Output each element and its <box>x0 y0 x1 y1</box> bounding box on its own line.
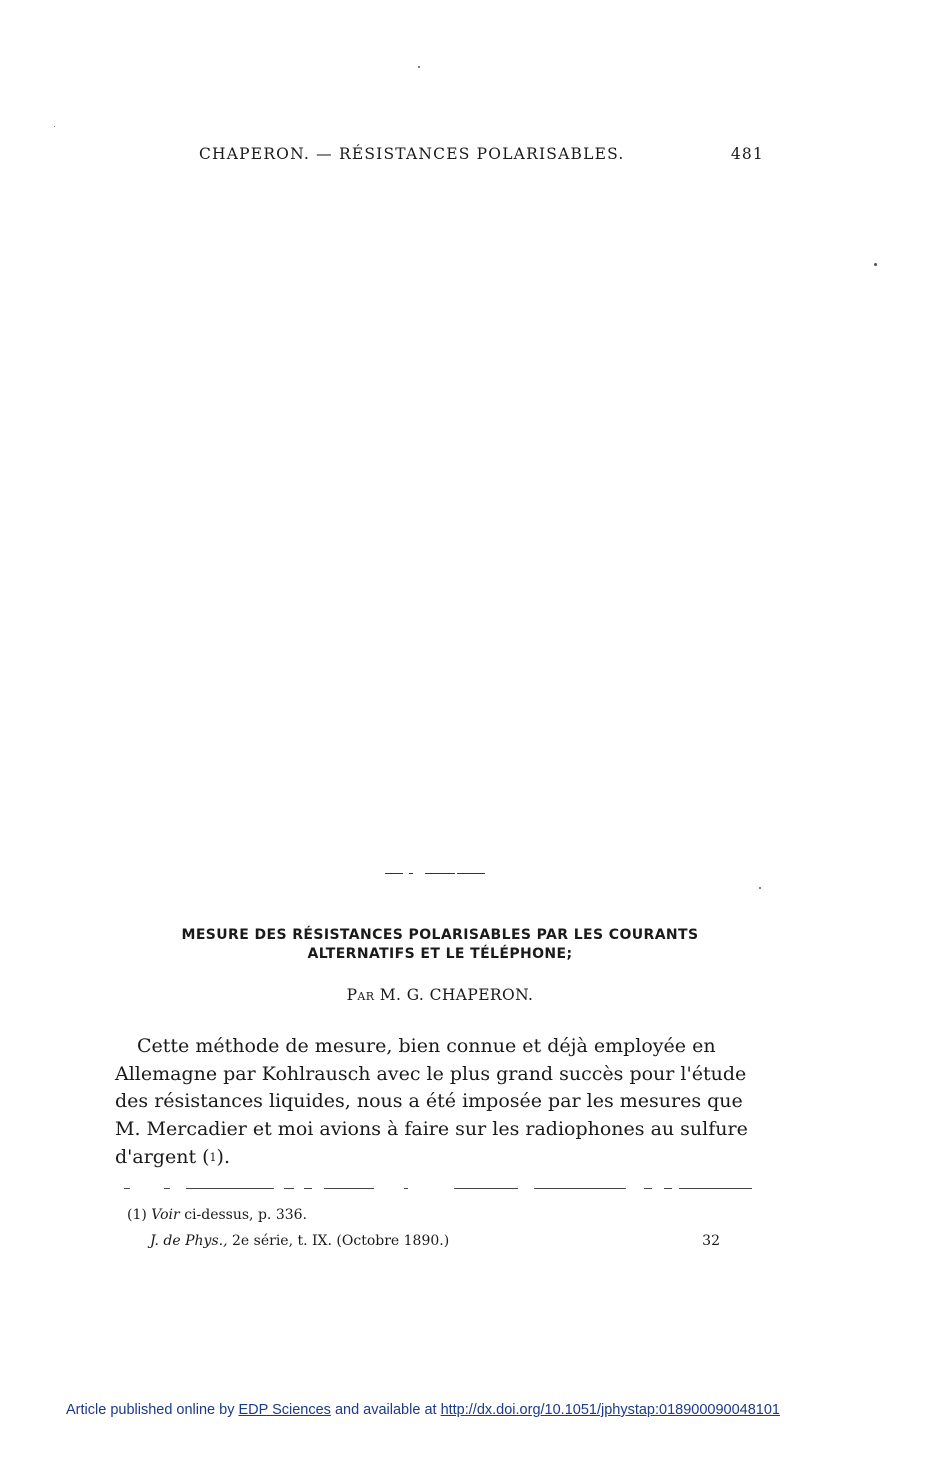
byline-prefix: Par <box>346 986 375 1004</box>
body-line-text: Allemagne par Kohlrausch avec le plus grand succès pour l'étude <box>115 1062 747 1085</box>
journal-details: 2e série, t. IX. (Octobre 1890.) <box>232 1233 450 1249</box>
body-line <box>115 1116 760 1144</box>
doi-link[interactable]: http://dx.doi.org/10.1051/jphystap:018900090048101 <box>440 1402 780 1418</box>
scan-speck <box>759 887 761 889</box>
body-line-text: des résistances liquides, nous a été imposée par les mesures que <box>115 1090 743 1113</box>
body-paragraph <box>115 1033 760 1172</box>
scan-speck <box>418 66 420 68</box>
footnote <box>127 1207 307 1223</box>
journal-name: J. de Phys., <box>150 1233 228 1249</box>
running-head <box>199 145 764 165</box>
footnote-rule <box>124 1188 752 1190</box>
scan-speck <box>874 263 877 266</box>
body-line <box>115 1061 760 1089</box>
running-head-title: CHAPERON. — RÉSISTANCES POLARISABLES. <box>199 145 625 163</box>
publisher-link[interactable]: EDP Sciences <box>238 1402 331 1418</box>
body-line-text: Cette méthode de mesure, bien connue et déjà employée en <box>137 1035 716 1057</box>
page-number: 481 <box>730 145 764 163</box>
body-line <box>115 1144 760 1172</box>
body-line <box>115 1088 760 1116</box>
article-title-line: MESURE DES RÉSISTANCES POLARISABLES PAR LES COURANTS <box>181 927 699 943</box>
article-title <box>110 926 770 964</box>
publisher-note <box>66 1402 780 1418</box>
byline-author: M. G. CHAPERON. <box>379 986 534 1004</box>
footnote-text: ci-dessus, p. 336. <box>184 1207 307 1223</box>
article-title-line: ALTERNATIFS ET LE TÉLÉPHONE; <box>307 946 573 962</box>
publisher-note-middle: and available at <box>334 1402 437 1418</box>
signature-mark: 32 <box>702 1233 720 1249</box>
body-line-end: ). <box>216 1145 230 1168</box>
body-line-text: d'argent ( <box>115 1145 210 1168</box>
footnote-reference[interactable]: 1 <box>209 1150 217 1164</box>
body-line <box>115 1033 760 1061</box>
scan-speck <box>54 126 55 127</box>
footnote-voir: Voir <box>151 1207 180 1223</box>
section-separator <box>385 873 485 875</box>
footnote-marker: (1) <box>127 1207 147 1223</box>
body-line-text: M. Mercadier et moi avions à faire sur les radiophones au sulfure <box>115 1118 748 1141</box>
byline <box>110 986 770 1004</box>
publisher-note-prefix: Article published online by <box>66 1402 235 1418</box>
